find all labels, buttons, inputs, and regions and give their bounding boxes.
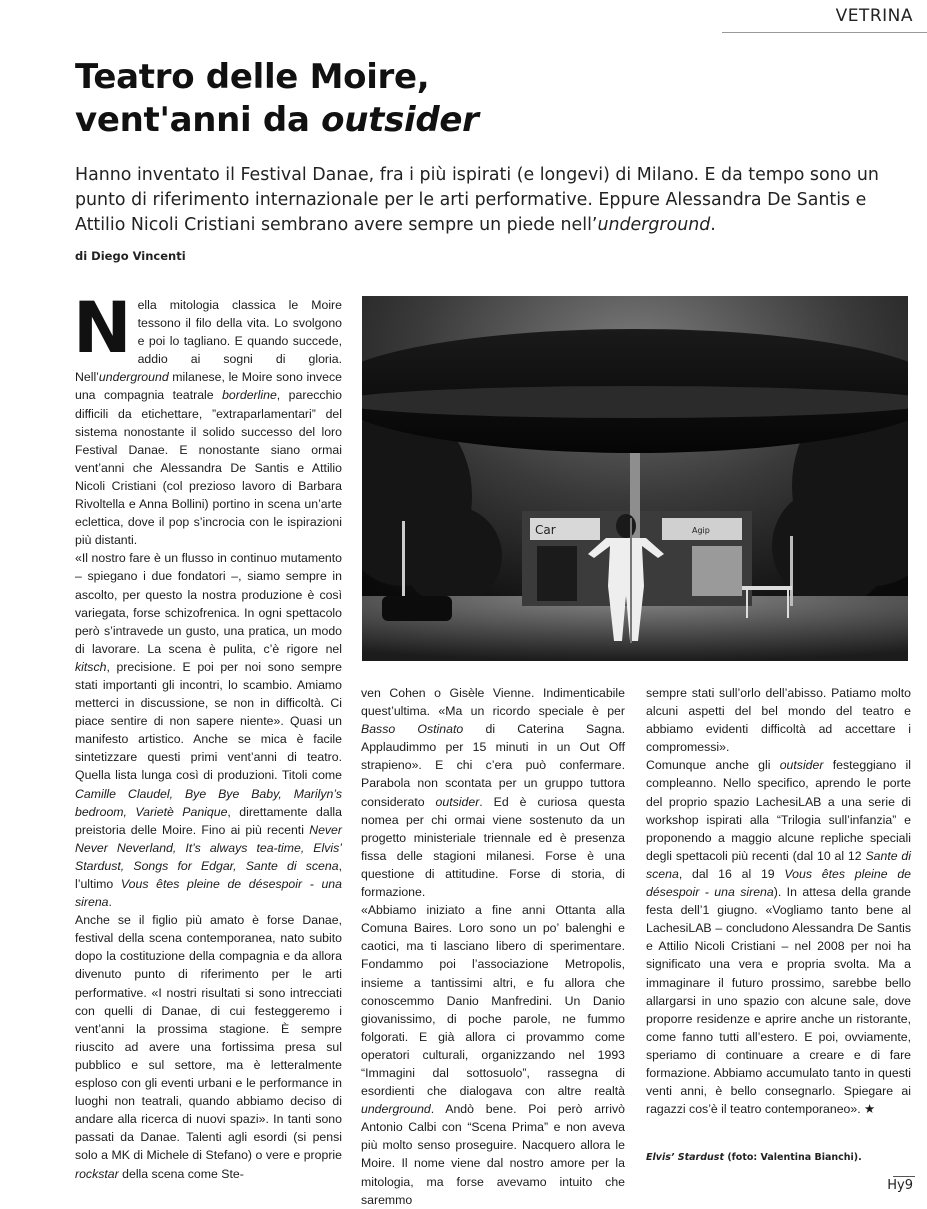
text-run: , parecchio difficili da etichettare, ”extraparlamentari” del sistema nonostante il solido successo del loro Festival Danae. E nonostante siano ormai vent’anni che Alessandra De Santis e Attilio Nicoli Cristiani (col prezioso lavoro di Barbara Rivoltella e Anna Bollini) portino in scena un’arte eclettica, dove il pop s’incrocia con le ispirazioni più distanti. — [75, 388, 342, 548]
photo-illustration — [362, 296, 908, 661]
paragraph-2 — [361, 901, 625, 1209]
italic-run: Vous êtes pleine de désespoir - una sirena — [646, 866, 912, 900]
headline-line2-italic: outsider — [321, 100, 479, 140]
italic-run: Never Never Neverland, It’s always tea-time, Elvis’ Stardust, Songs for Edgar, Sante di scena — [75, 822, 342, 873]
caption-title: Elvis’ Stardust — [646, 1152, 725, 1163]
italic-run: underground — [361, 1102, 431, 1117]
headline-line1: Teatro delle Moire, — [75, 57, 430, 97]
section-tag: VETRINA — [835, 6, 913, 26]
paragraph-3 — [75, 911, 342, 1182]
italic-run: Vous êtes pleine de désespoir - una sirena — [75, 877, 342, 910]
standfirst — [75, 163, 895, 238]
italic-run: Basso Ostinato — [361, 722, 464, 737]
text-run: «Abbiamo iniziato a fine anni Ottanta alla Comuna Baires. Loro sono un po’ balenghi e caotici, ma ti lasciano libero di sperimentare. Fondammo poi l’associazione Metropolis, insieme a tantissimi altri, e fu allora che conoscemmo Danio Manfredini. Un Danio giovanissimo, di poche parole, ne fummo folgorati. E già allora ci provammo come operatori culturali, organizzando nel 1993 “Immagini dal sottosuolo”, rassegna di esordienti che dialogava con altre realtà — [361, 903, 625, 1099]
paragraph-1 — [361, 684, 625, 901]
drop-cap: N — [73, 287, 132, 369]
italic-run: underground — [98, 370, 169, 385]
photo-sign-agip: Agip — [692, 526, 710, 535]
text-run: milanese, le Moire sono invece una compagnia teatrale — [75, 370, 342, 403]
section-rule — [722, 32, 927, 33]
text-run: , precisione. E poi per noi sono sempre stati importanti gli incontri, lo scambio. Amiamo metterci in discussione, se non in difficoltà. Ci piace sentire di non sapere niente». Quasi un manifesto artistico. Anche se mica è facile sintetizzare questi primi vent’anni di teatro. Quella lista lunga così di produzioni. Titoli come — [75, 659, 342, 783]
italic-run: borderline — [222, 388, 277, 403]
headline — [75, 56, 855, 142]
text-run: ella mitologia classica le Moire tessono il filo della vita. Lo svolgono e poi lo tagliano. E quando succede, addio ai sogni di gloria. Nell’ — [75, 298, 342, 385]
folio-rule — [893, 1176, 915, 1177]
text-run: festeggiano il compleanno. Nello specifico, aprendo le porte del proprio spazio LachesiLAB a una serie di workshop ispirati alla “Trilogia sull’infanzia” e proponendo a maggio alcune repliche speciali degli spettacoli più recenti (dal 10 al 12 — [646, 758, 911, 863]
italic-run: Sante di scena — [646, 848, 912, 881]
standfirst-italic: underground — [597, 215, 711, 235]
text-run: , direttamente dalla preistoria delle Moire. Fino ai più recenti — [75, 804, 342, 837]
italic-run: rockstar — [75, 1166, 119, 1181]
text-run: di Caterina Sagna. Applaudimmo per 15 minuti in un Out Off strapieno». E chi c’era può confermare. Parabola non scontata per un gruppo tuttora considerato — [361, 722, 626, 809]
headline-line2: vent'anni da — [75, 100, 322, 140]
text-run: Comunque anche gli — [646, 758, 780, 773]
text-run: sempre stati sull’orlo dell’abisso. Patiamo molto alcuni aspetti del bel mondo del teatro e abbiamo evidenti difficoltà ad accettare i compromessi». — [646, 686, 911, 755]
article-column-3 — [646, 684, 911, 1118]
text-run: «Il nostro fare è un flusso in continuo mutamento – spiegano i due fondatori –, siamo sempre in ascolto, per questo la nostra produzione è così variegata, forse schizofrenica. In ogni spettacolo però s’intravede un gusto, una pratica, un modo di lavorare. La scena è pulita, c’è rigore nel — [75, 551, 342, 656]
text-run: della scena come Ste- — [118, 1166, 244, 1181]
italic-run: kitsch — [75, 659, 107, 674]
page-number: Hy9 — [887, 1178, 913, 1193]
paragraph-1 — [73, 287, 342, 549]
text-run: ). In attesa della grande festa dell’1 giugno. «Vogliamo tanto bene al LachesiLAB – concludono Alessandra De Santis e Attilio Nicoli Cristiani – nel 2008 per noi ha significato una vera e propria svolta. Ma a immaginare il futuro prossimo, sarebbe bello allargarsi in uno spazio con alcune sale, dove proporre residenze e aprire anche un ristorante, come fanno tutti all’estero. E poi, ovviamente, speriamo di continuare a creare e di fare formazione. Abbiamo accumulato tanto in questi venti anni, è bello consegnarlo. Spiegare ai ragazzi cos’è il teatro contemporaneo». ★ — [646, 885, 911, 1117]
text-run: ven Cohen o Gisèle Vienne. Indimenticabile quest’ultima. «Ma un ricordo speciale è per — [361, 686, 625, 719]
paragraph-1 — [646, 684, 911, 756]
italic-run: Camille Claudel, Bye Bye Baby, Marilyn’s bedroom, Varietè Panique — [75, 786, 342, 819]
paragraph-2 — [75, 549, 342, 911]
text-run: , dal 16 al 19 — [678, 866, 785, 881]
article-column-1 — [73, 287, 342, 1183]
paragraph-2 — [646, 756, 911, 1118]
italic-run: outsider — [435, 794, 480, 809]
text-run: . — [108, 895, 112, 910]
article-photo — [362, 296, 908, 661]
photo-sign-car: Car — [535, 523, 556, 537]
article-column-2 — [361, 684, 625, 1209]
text-run: . Andò bene. Poi però arrivò Antonio Calbi con “Scena Prima” e non aveva più molto senso proseguire. Nacquero allora le Moire. Il nome viene dal nostro amore per la mitologia, ma forse avevamo intuito che saremmo — [361, 1102, 625, 1207]
standfirst-text: Hanno inventato il Festival Danae, fra i più ispirati (e longevi) di Milano. E da tempo sono un punto di riferimento internazionale per le arti performative. Eppure Alessandra De Santis e Attilio Nicoli Cristiani sembrano avere sempre un piede nell’ — [75, 165, 879, 235]
standfirst-end: . — [710, 215, 716, 235]
text-run: Anche se il figlio più amato è forse Danae, festival della scena contemporanea, nato subito dopo la costituzione della compagnia e da allora divenuto punto di riferimento per le arti performative. «I nostri risultati si sono intrecciati con quelli di Danae, di cui festeggeremo i vent’anni la prossima stagione. È sempre riuscito ad avere una fortissima presa sul pubblico e sul settore, ma è letteralmente esploso con gli eventi urbani e le performance in luoghi non teatrali, quando abbiamo deciso di andare alla ricerca di nuovi spazi». In tanti sono passati da Danae. Talenti agli esordi (si pensi solo a MK di Michele di Stefano) o vere e proprie — [75, 913, 342, 1163]
photo-caption — [646, 1152, 862, 1163]
caption-credit: (foto: Valentina Bianchi). — [724, 1152, 862, 1163]
text-run: . Ed è curiosa questa nomea per chi ormai viene sostenuto da un progetto ministeriale triennale ed è presenza fissa delle stagioni milanesi. Forse è una questione di attitudine. Forse di storia, di formazione. — [361, 794, 625, 900]
text-run: , l’ultimo — [75, 858, 342, 891]
italic-run: outsider — [779, 758, 824, 773]
byline: di Diego Vincenti — [75, 249, 186, 263]
